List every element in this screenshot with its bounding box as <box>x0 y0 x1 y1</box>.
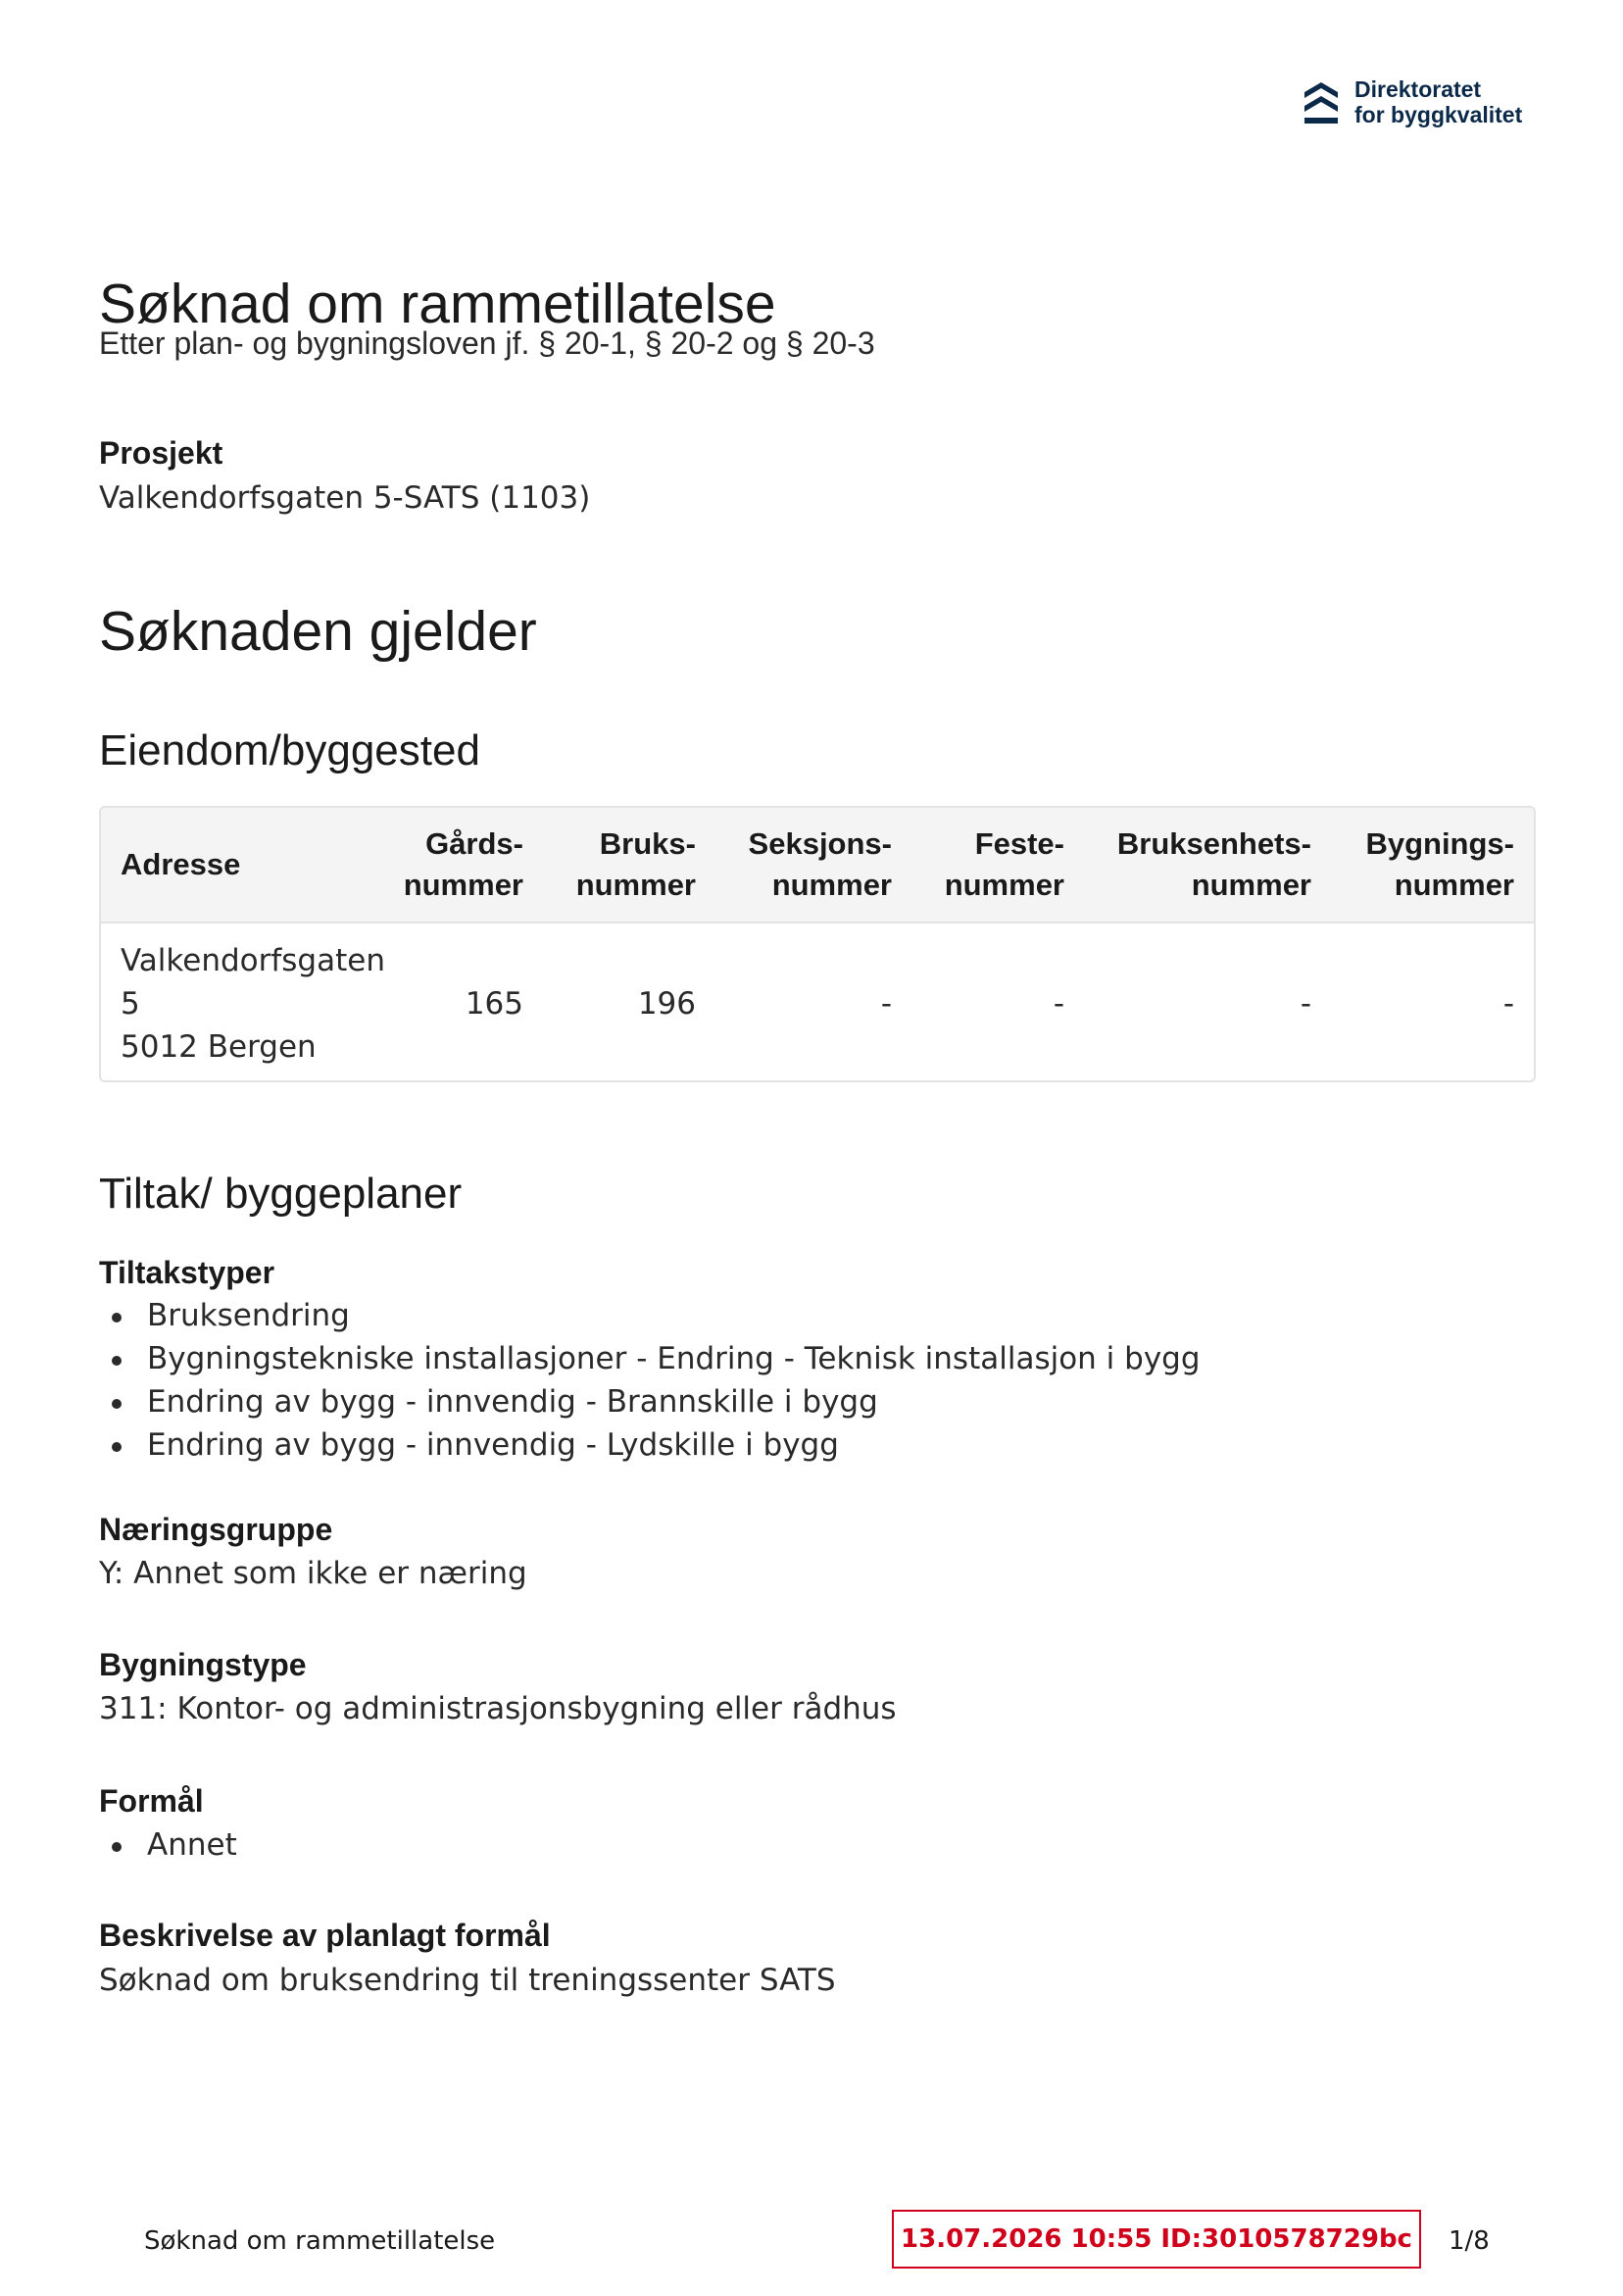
cell-seksjonsnummer: - <box>880 986 892 1022</box>
col-bygningsnummer: Bygnings- nummer <box>1331 808 1534 923</box>
logo-text <box>1354 76 1522 127</box>
beskrivelse-label: Beskrivelse av planlagt formål <box>99 1918 551 1953</box>
list-item: Bruksendring <box>99 1294 1201 1337</box>
cell-bruksnummer: 196 <box>637 986 696 1022</box>
document-title: Søknad om rammetillatelse <box>99 273 776 335</box>
logo-line-1: Direktoratet <box>1354 76 1482 102</box>
cell-bruksenhetsnummer: - <box>1300 986 1311 1022</box>
prosjekt-value: Valkendorfsgaten 5-SATS (1103) <box>99 480 591 516</box>
table-header-row <box>101 808 1534 923</box>
list-item: Annet <box>99 1823 237 1867</box>
formal-list <box>99 1823 237 1867</box>
timestamp-stamp: 13.07.2026 10:55 ID:3010578729bc <box>892 2210 1421 2269</box>
tiltak-heading: Tiltak/ byggeplaner <box>99 1170 463 1218</box>
footer-title: Søknad om rammetillatelse <box>144 2226 496 2256</box>
dibk-logo <box>1302 76 1522 127</box>
section-heading: Søknaden gjelder <box>99 600 537 663</box>
bygningstype-label: Bygningstype <box>99 1647 307 1682</box>
naeringsgruppe-value: Y: Annet som ikke er næring <box>99 1556 527 1591</box>
cell-adresse: Valkendorfsgaten 5 5012 Bergen <box>121 943 385 1065</box>
col-bruksenhetsnummer: Bruksenhets- nummer <box>1084 808 1331 923</box>
col-gardsnummer: Gårds- nummer <box>377 808 543 923</box>
bygningstype-value: 311: Kontor- og administrasjonsbygning eller rådhus <box>99 1691 897 1726</box>
col-adresse: Adresse <box>101 808 377 923</box>
formal-label: Formål <box>99 1783 204 1819</box>
eiendom-heading: Eiendom/byggested <box>99 726 480 774</box>
table-row <box>101 923 1534 1082</box>
col-seksjonsnummer: Seksjons- nummer <box>715 808 911 923</box>
cell-bygningsnummer: - <box>1502 986 1514 1022</box>
list-item: Endring av bygg - innvendig - Brannskille i bygg <box>99 1380 1201 1423</box>
col-bruksnummer: Bruks- nummer <box>543 808 715 923</box>
eiendom-table <box>99 806 1536 1082</box>
list-item: Bygningstekniske installasjoner - Endring - Teknisk installasjon i bygg <box>99 1337 1201 1380</box>
page-number: 1/8 <box>1449 2226 1490 2256</box>
beskrivelse-value: Søknad om bruksendring til treningssenter SATS <box>99 1963 836 1998</box>
list-item: Endring av bygg - innvendig - Lydskille i bygg <box>99 1423 1201 1467</box>
dibk-logo-icon <box>1302 78 1341 127</box>
tiltakstyper-label: Tiltakstyper <box>99 1255 275 1290</box>
cell-festenummer: - <box>1053 986 1064 1022</box>
logo-line-2: for byggkvalitet <box>1354 102 1523 127</box>
col-festenummer: Feste- nummer <box>911 808 1084 923</box>
document-subtitle: Etter plan- og bygningsloven jf. § 20-1, § 20-2 og § 20-3 <box>99 325 875 361</box>
cell-gardsnummer: 165 <box>465 986 523 1022</box>
naeringsgruppe-label: Næringsgruppe <box>99 1512 333 1547</box>
prosjekt-label: Prosjekt <box>99 435 223 471</box>
tiltakstyper-list <box>99 1294 1201 1467</box>
